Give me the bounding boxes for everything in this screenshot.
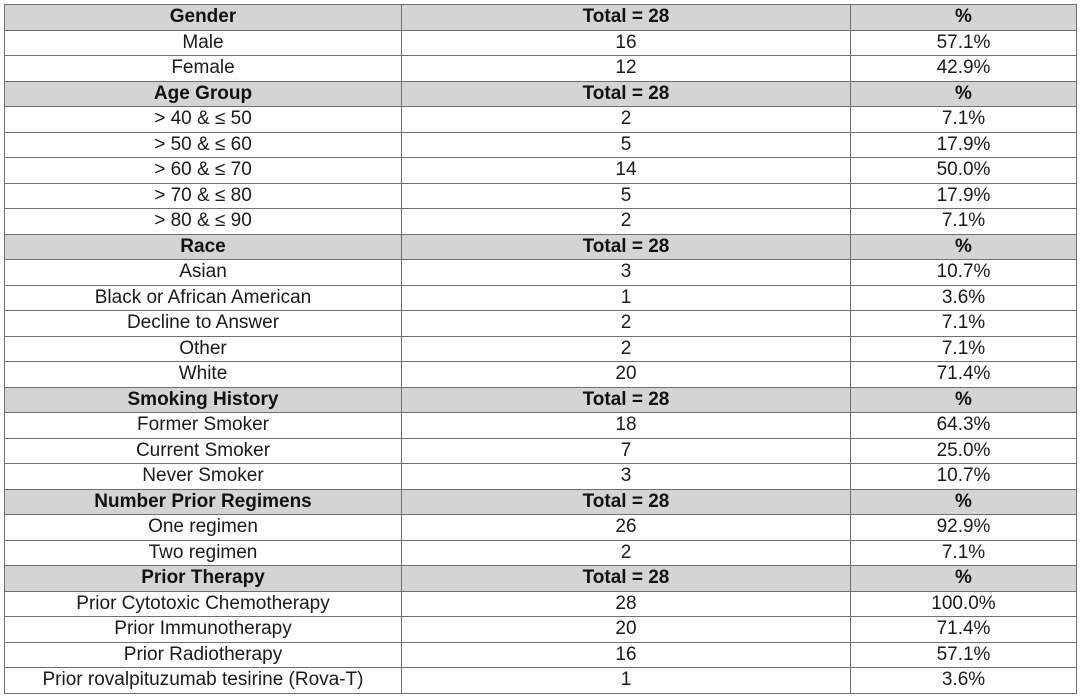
total-cell: 2 [402, 540, 851, 566]
section-header-category-cell: Age Group [5, 81, 402, 107]
section-header-row [5, 81, 1077, 107]
percent-cell: 7.1% [851, 209, 1077, 235]
percent-cell: 3.6% [851, 285, 1077, 311]
section-header-total-cell: Total = 28 [402, 566, 851, 592]
section-header-percent-cell: % [851, 489, 1077, 515]
section-header-category-cell: Prior Therapy [5, 566, 402, 592]
section-header-row [5, 387, 1077, 413]
percent-cell: 64.3% [851, 413, 1077, 439]
total-cell: 18 [402, 413, 851, 439]
table-row [5, 107, 1077, 133]
table-row [5, 362, 1077, 388]
section-header-category-cell: Race [5, 234, 402, 260]
percent-cell: 92.9% [851, 515, 1077, 541]
section-header-category-cell: Gender [5, 5, 402, 31]
category-cell: Two regimen [5, 540, 402, 566]
category-cell: Asian [5, 260, 402, 286]
total-cell: 2 [402, 107, 851, 133]
total-cell: 7 [402, 438, 851, 464]
percent-cell: 42.9% [851, 56, 1077, 82]
table-row [5, 438, 1077, 464]
percent-cell: 7.1% [851, 336, 1077, 362]
category-cell: Former Smoker [5, 413, 402, 439]
table-row [5, 30, 1077, 56]
demographics-table [4, 4, 1077, 694]
table-row [5, 183, 1077, 209]
percent-cell: 3.6% [851, 668, 1077, 694]
total-cell: 3 [402, 260, 851, 286]
category-cell: Prior rovalpituzumab tesirine (Rova-T) [5, 668, 402, 694]
percent-cell: 100.0% [851, 591, 1077, 617]
category-cell: White [5, 362, 402, 388]
percent-cell: 57.1% [851, 30, 1077, 56]
category-cell: Never Smoker [5, 464, 402, 490]
table-row [5, 668, 1077, 694]
table-row [5, 285, 1077, 311]
category-cell: > 60 & ≤ 70 [5, 158, 402, 184]
section-header-category-cell: Smoking History [5, 387, 402, 413]
table-row [5, 591, 1077, 617]
section-header-percent-cell: % [851, 5, 1077, 31]
section-header-percent-cell: % [851, 566, 1077, 592]
total-cell: 20 [402, 617, 851, 643]
table-row [5, 336, 1077, 362]
section-header-percent-cell: % [851, 387, 1077, 413]
table-row [5, 209, 1077, 235]
total-cell: 5 [402, 183, 851, 209]
category-cell: Prior Cytotoxic Chemotherapy [5, 591, 402, 617]
percent-cell: 57.1% [851, 642, 1077, 668]
table-row [5, 158, 1077, 184]
total-cell: 16 [402, 642, 851, 668]
category-cell: Prior Radiotherapy [5, 642, 402, 668]
table-row [5, 132, 1077, 158]
table-row [5, 464, 1077, 490]
section-header-total-cell: Total = 28 [402, 5, 851, 31]
section-header-total-cell: Total = 28 [402, 234, 851, 260]
section-header-row [5, 489, 1077, 515]
table-row [5, 311, 1077, 337]
percent-cell: 10.7% [851, 260, 1077, 286]
percent-cell: 7.1% [851, 107, 1077, 133]
section-header-row [5, 5, 1077, 31]
category-cell: > 70 & ≤ 80 [5, 183, 402, 209]
section-header-total-cell: Total = 28 [402, 81, 851, 107]
category-cell: Male [5, 30, 402, 56]
section-header-percent-cell: % [851, 81, 1077, 107]
total-cell: 2 [402, 311, 851, 337]
table-row [5, 56, 1077, 82]
total-cell: 2 [402, 209, 851, 235]
total-cell: 5 [402, 132, 851, 158]
section-header-row [5, 234, 1077, 260]
percent-cell: 25.0% [851, 438, 1077, 464]
category-cell: Female [5, 56, 402, 82]
section-header-total-cell: Total = 28 [402, 489, 851, 515]
total-cell: 2 [402, 336, 851, 362]
percent-cell: 10.7% [851, 464, 1077, 490]
total-cell: 3 [402, 464, 851, 490]
section-header-percent-cell: % [851, 234, 1077, 260]
table-row [5, 540, 1077, 566]
total-cell: 14 [402, 158, 851, 184]
total-cell: 1 [402, 285, 851, 311]
table-row [5, 413, 1077, 439]
category-cell: > 50 & ≤ 60 [5, 132, 402, 158]
category-cell: Decline to Answer [5, 311, 402, 337]
table-body [5, 5, 1077, 694]
total-cell: 12 [402, 56, 851, 82]
section-header-row [5, 566, 1077, 592]
percent-cell: 50.0% [851, 158, 1077, 184]
category-cell: > 40 & ≤ 50 [5, 107, 402, 133]
category-cell: > 80 & ≤ 90 [5, 209, 402, 235]
percent-cell: 7.1% [851, 540, 1077, 566]
total-cell: 20 [402, 362, 851, 388]
category-cell: One regimen [5, 515, 402, 541]
percent-cell: 7.1% [851, 311, 1077, 337]
category-cell: Black or African American [5, 285, 402, 311]
category-cell: Other [5, 336, 402, 362]
category-cell: Prior Immunotherapy [5, 617, 402, 643]
total-cell: 26 [402, 515, 851, 541]
total-cell: 16 [402, 30, 851, 56]
percent-cell: 71.4% [851, 617, 1077, 643]
percent-cell: 17.9% [851, 132, 1077, 158]
total-cell: 28 [402, 591, 851, 617]
section-header-total-cell: Total = 28 [402, 387, 851, 413]
table-row [5, 642, 1077, 668]
total-cell: 1 [402, 668, 851, 694]
table-row [5, 515, 1077, 541]
table-row [5, 260, 1077, 286]
percent-cell: 17.9% [851, 183, 1077, 209]
demographics-table-container [4, 4, 1076, 694]
category-cell: Current Smoker [5, 438, 402, 464]
percent-cell: 71.4% [851, 362, 1077, 388]
table-row [5, 617, 1077, 643]
section-header-category-cell: Number Prior Regimens [5, 489, 402, 515]
